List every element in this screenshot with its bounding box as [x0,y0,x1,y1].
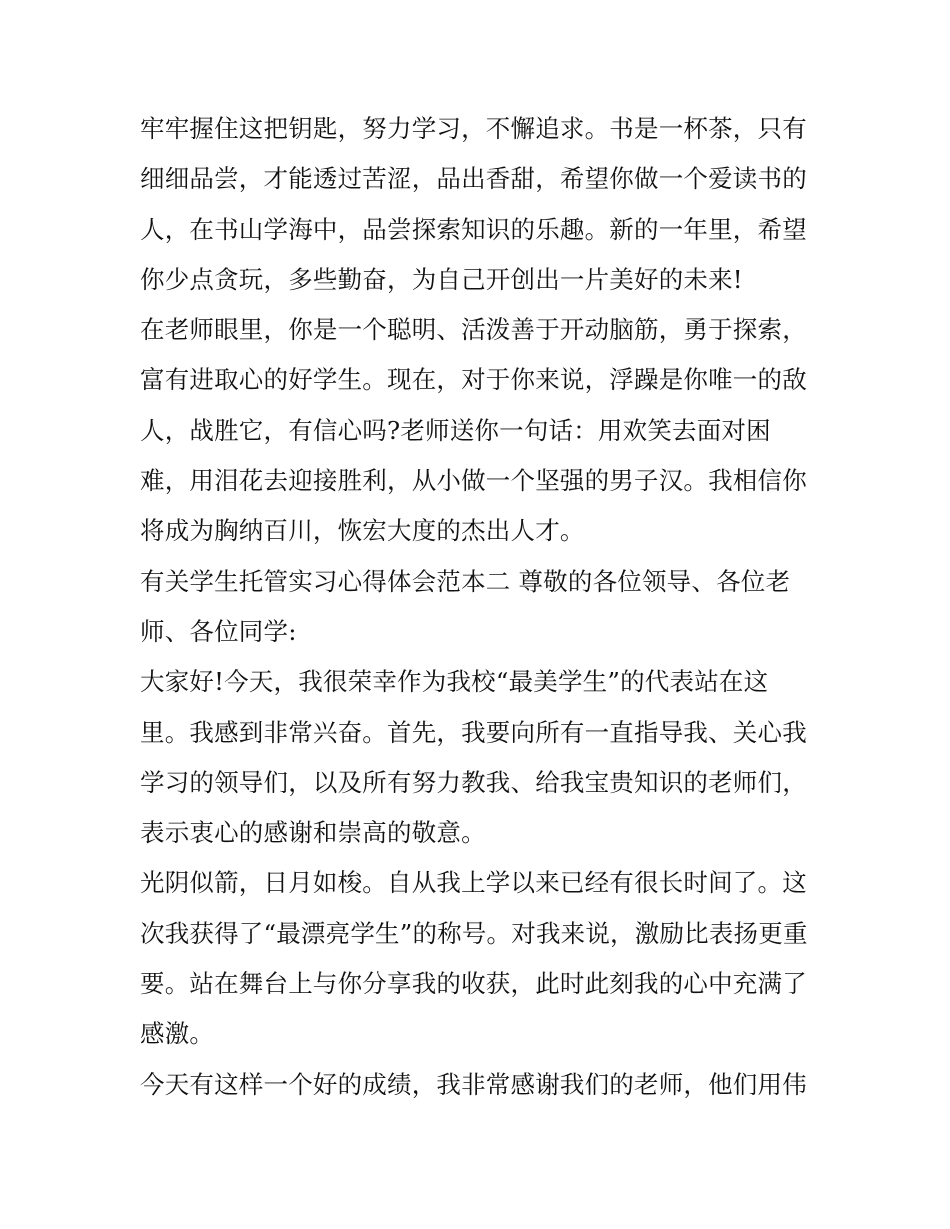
text-line: 感激。 [140,1019,215,1049]
text-line: 光阴似箭，日月如梭。自从我上学以来已经有很长时间了。这 [140,868,807,898]
text-line: 细细品尝，才能透过苦涩，品出香甜，希望你做一个爱读书的 [140,164,807,194]
text-line: 将成为胸纳百川，恢宏大度的杰出人才。 [140,516,585,546]
text-line: 表示衷心的感谢和崇高的敬意。 [140,818,486,848]
text-line: 里。我感到非常兴奋。首先，我要向所有一直指导我、关心我 [140,717,807,747]
text-line: 要。站在舞台上与你分享我的收获，此时此刻我的心中充满了 [140,969,807,999]
text-line: 牢牢握住这把钥匙，努力学习，不懈追求。书是一杯茶，只有 [140,114,807,143]
text-line: 在老师眼里，你是一个聪明、活泼善于开动脑筋，勇于探索， [140,315,807,345]
text-line: 人，战胜它，有信心吗?老师送你一句话：用欢笑去面对困 [140,415,771,445]
text-line: 大家好!今天，我很荣幸作为我校“最美学生”的代表站在这 [140,667,769,697]
document-body [140,104,820,1110]
text-line: 今天有这样一个好的成绩，我非常感谢我们的老师，他们用伟 [140,1069,807,1099]
text-line: 学习的领导们，以及所有努力教我、给我宝贵知识的老师们， [140,767,807,797]
text-line: 人，在书山学海中，品尝探索知识的乐趣。新的一年里，希望 [140,214,807,244]
text-line: 富有进取心的好学生。现在，对于你来说，浮躁是你唯一的敌 [140,365,807,395]
text-line: 难，用泪花去迎接胜利，从小做一个坚强的男子汉。我相信你 [140,466,807,496]
text-line: 师、各位同学: [140,616,297,646]
text-line: 次我获得了“最漂亮学生”的称号。对我来说，激励比表扬更重 [140,918,808,948]
text-line: 你少点贪玩，多些勤奋，为自己开创出一片美好的未来! [140,264,743,294]
text-line: 有关学生托管实习心得体会范本二 尊敬的各位领导、各位老 [140,566,791,596]
